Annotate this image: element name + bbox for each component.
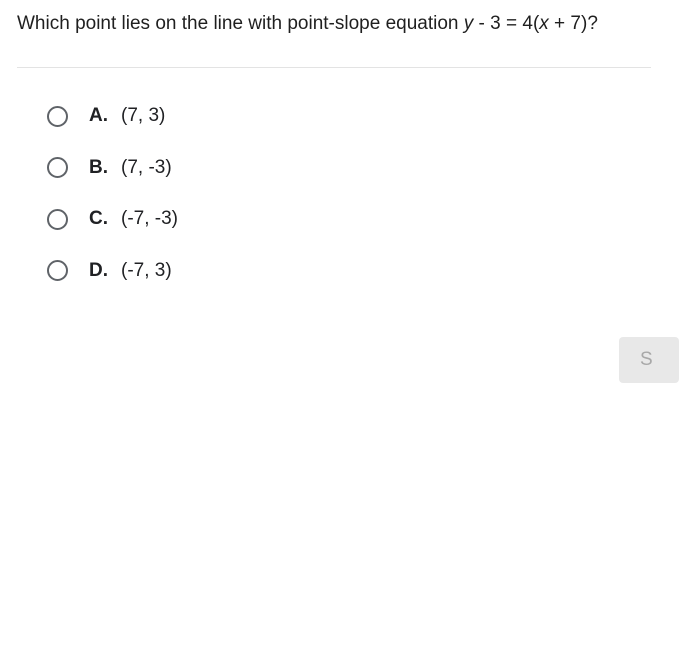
radio-button-icon[interactable] <box>47 260 68 281</box>
radio-button-icon[interactable] <box>47 157 68 178</box>
question-text-after: + 7)? <box>548 13 598 34</box>
option-b[interactable] <box>47 154 178 182</box>
divider <box>17 67 651 68</box>
option-a[interactable] <box>47 102 178 130</box>
variable-x: x <box>539 13 549 34</box>
option-letter: C. <box>89 208 108 229</box>
radio-button-icon[interactable] <box>47 209 68 230</box>
option-value: (-7, -3) <box>121 208 178 229</box>
variable-y: y <box>463 13 474 34</box>
option-c[interactable] <box>47 205 178 233</box>
submit-button-label: S <box>640 349 653 370</box>
question-text-before: Which point lies on the line with point-slope equation <box>17 13 464 34</box>
question-text-middle: - 3 = 4( <box>473 13 540 34</box>
option-letter: A. <box>89 105 108 126</box>
option-letter: D. <box>89 259 108 281</box>
option-letter: B. <box>89 156 108 178</box>
question-text <box>17 12 598 36</box>
option-value: (7, -3) <box>121 156 172 178</box>
answer-options <box>47 102 178 308</box>
radio-button-icon[interactable] <box>47 106 68 127</box>
option-value: (7, 3) <box>121 105 166 126</box>
option-d[interactable] <box>47 257 178 285</box>
option-value: (-7, 3) <box>121 259 172 281</box>
submit-button[interactable] <box>619 337 679 383</box>
